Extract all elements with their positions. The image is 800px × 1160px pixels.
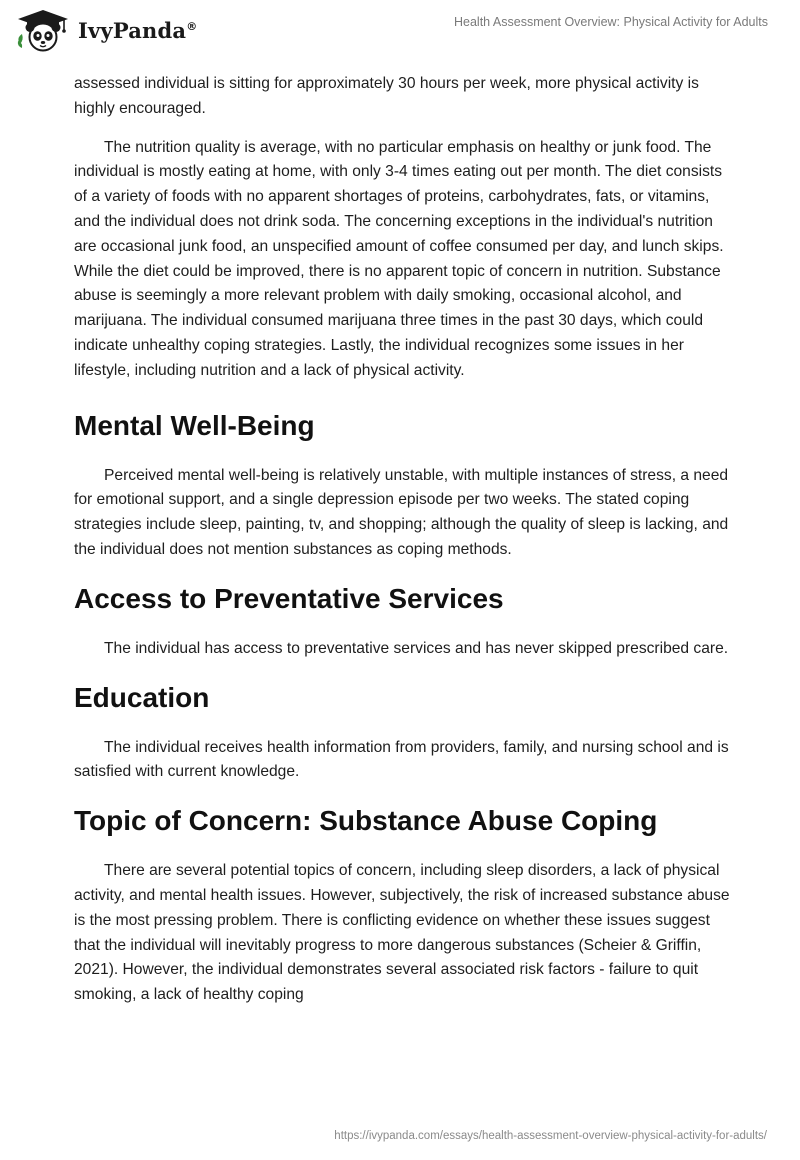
ivypanda-logo[interactable] — [14, 8, 197, 52]
essay-content — [74, 72, 730, 1022]
heading-mental-well-being: Mental Well-Being — [74, 409, 315, 441]
heading-access-preventative: Access to Preventative Services — [74, 582, 504, 614]
document-title: Health Assessment Overview: Physical Activity for Adults — [453, 15, 768, 29]
logo-text: IvyPanda® — [78, 17, 198, 43]
paragraph-nutrition: The nutrition quality is average, with no particular emphasis on healthy or junk food. The individual is mostly eating at home, with only 3-4 times eating out per month. The diet consists of a variety of foods with no apparent shortages of proteins, carbohydrates, fats, or vitamins, and the individual does not drink soda. The concerning exceptions in the individual's nutrition are occasional junk food, an unspecified amount of coffee consumed per day, and lunch skips. While the diet could be improved, there is no apparent topic of concern in nutrition. Substance abuse is seemingly a more relevant problem with daily smoking, occasional alcohol, and marijuana. The individual consumed marijuana three times in the past 30 days, which could indicate unhealthy coping strategies. Lastly, the individual recognizes some issues in her lifestyle, including nutrition and a lack of physical activity. — [74, 138, 724, 379]
paragraph-access: The individual has access to preventative services and has never skipped prescribed care. — [104, 639, 729, 657]
paragraph-topic: There are several potential topics of concern, including sleep disorders, a lack of physical activity, and mental health issues. However, subjectively, the risk of increased substance abuse is the most pressing problem. There is conflicting evidence on whether these issues suggest that the individual will inevitably progress to more dangerous substances (Scheier & Griffin, 2021). However, the individual demonstrates several associated risk factors - failure to quit smoking, a lack of healthy coping — [74, 862, 730, 1004]
heading-education: Education — [74, 681, 210, 713]
paragraph-mental: Perceived mental well-being is relatively unstable, with multiple instances of stress, a need for emotional support, and a single depression episode per two weeks. The stated coping strategies include sleep, painting, tv, and shopping; although the quality of sleep is lacking, and the individual does not mention substances as coping methods. — [74, 466, 729, 558]
paragraph-education: The individual receives health information from providers, family, and nursing school and is satisfied with current knowledge. — [74, 738, 729, 781]
source-url[interactable]: https://ivypanda.com/essays/health-assessment-overview-physical-activity-for-adults/ — [334, 1130, 767, 1142]
page-header — [0, 0, 800, 64]
heading-topic-of-concern: Topic of Concern: Substance Abuse Coping — [74, 805, 658, 837]
panda-logo-icon — [14, 8, 72, 52]
paragraph-intro: assessed individual is sitting for approximately 30 hours per week, more physical activity is highly encouraged. — [74, 75, 699, 117]
